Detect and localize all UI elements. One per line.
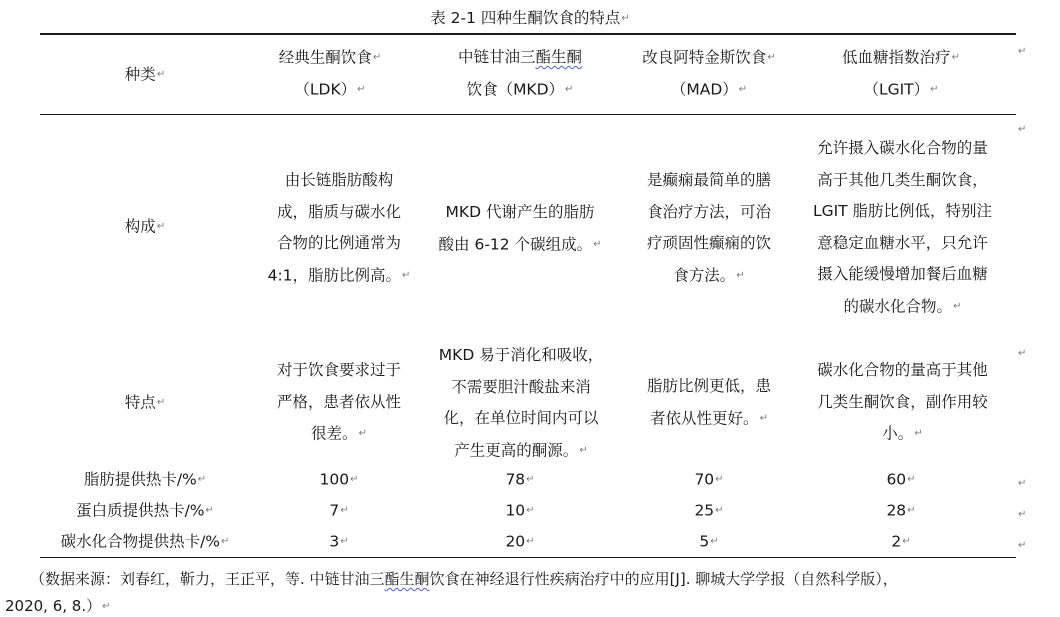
cell-fat-mad: 70↵: [694, 470, 724, 489]
row-label-features: 特点↵: [124, 393, 166, 412]
cell-protein-ldk: 7↵: [329, 501, 349, 520]
table-header-rule: [40, 114, 1016, 115]
cell-carb-mkd: 20↵: [505, 532, 535, 551]
cell-carb-mad: 5↵: [699, 532, 719, 551]
row-end-mark: ↵: [1018, 46, 1027, 57]
spellcheck-underline-text: 酯生酮: [535, 48, 583, 66]
cell-carb-lgit: 2↵: [891, 532, 911, 551]
cell-protein-mad: 25↵: [694, 501, 724, 520]
table-caption: [0, 6, 1060, 28]
table-top-rule: [40, 33, 1016, 35]
header-col-lgit: 低血糖指数治疗↵ （LGIT）↵: [842, 48, 960, 98]
row-label-carb: 碳水化合物提供热卡/%↵: [60, 532, 230, 551]
header-col-mkd: 中链甘油三酯生酮 饮食（MKD）↵: [457, 48, 583, 98]
cell-composition-mad: 是癫痫最简单的膳 食治疗方法，可治 疗顽固性癫痫的饮 食方法。↵: [646, 171, 771, 284]
row-end-mark: ↵: [1018, 124, 1027, 135]
cell-fat-ldk: 100↵: [319, 470, 359, 489]
header-col-mad: 改良阿特金斯饮食↵ （MAD）↵: [642, 48, 776, 98]
cell-features-mad: 脂肪比例更低，患 者依从性更好。↵: [646, 377, 771, 427]
caption-text: 表 2-1 四种生酮饮食的特点: [430, 9, 621, 27]
source-note: （数据来源：刘春红，靳力，王正平，等. 中链甘油三酯生酮饮食在神经退行性疾病治疗中的应用[J]. 聊城大学学报（自然科学版），: [30, 570, 898, 588]
cell-features-ldk: 对于饮食要求过于 严格，患者依从性 很差。↵: [276, 361, 401, 443]
cell-protein-mkd: 10↵: [505, 501, 535, 520]
row-label-composition: 构成↵: [124, 217, 166, 236]
paragraph-mark: ↵: [621, 13, 630, 24]
row-label-protein: 蛋白质提供热卡/%↵: [76, 501, 214, 520]
row-end-mark: ↵: [1018, 540, 1027, 551]
cell-composition-ldk: 由长链脂肪酸构 成，脂质与碳水化 合物的比例通常为 4:1，脂肪比例高。↵: [267, 171, 411, 284]
cell-composition-mkd: MKD 代谢产生的脂肪 酸由 6-12 个碳组成。↵: [438, 203, 602, 253]
cell-features-lgit: 碳水化合物的量高于其他 几类生酮饮食，副作用较 小。↵: [817, 361, 988, 443]
cell-fat-lgit: 60↵: [886, 470, 916, 489]
cell-carb-ldk: 3↵: [329, 532, 349, 551]
row-end-mark: ↵: [1018, 509, 1027, 520]
spellcheck-underline-text: 酯生酮: [384, 570, 430, 588]
row-end-mark: ↵: [1018, 348, 1027, 359]
header-col-ldk: 经典生酮饮食↵ （LDK）↵: [278, 48, 382, 98]
cell-fat-mkd: 78↵: [505, 470, 535, 489]
cell-protein-lgit: 28↵: [886, 501, 916, 520]
header-col-kind: 种类↵: [124, 65, 166, 84]
cell-features-mkd: MKD 易于消化和吸收， 不需要胆汁酸盐来消 化，在单位时间内可以 产生更高的酮源。↵: [438, 346, 604, 459]
cell-composition-lgit: 允许摄入碳水化合物的量 高于其他几类生酮饮食， LGIT 脂肪比例低，特别注 意稳定血糖水平，只允许 摄入能缓慢增加餐后血糖 的碳水化合物。↵: [812, 139, 993, 315]
row-label-fat: 脂肪提供热卡/%↵: [83, 470, 207, 489]
source-note-line2: 2020, 6, 8.）↵: [5, 597, 111, 615]
row-end-mark: ↵: [1018, 478, 1027, 489]
